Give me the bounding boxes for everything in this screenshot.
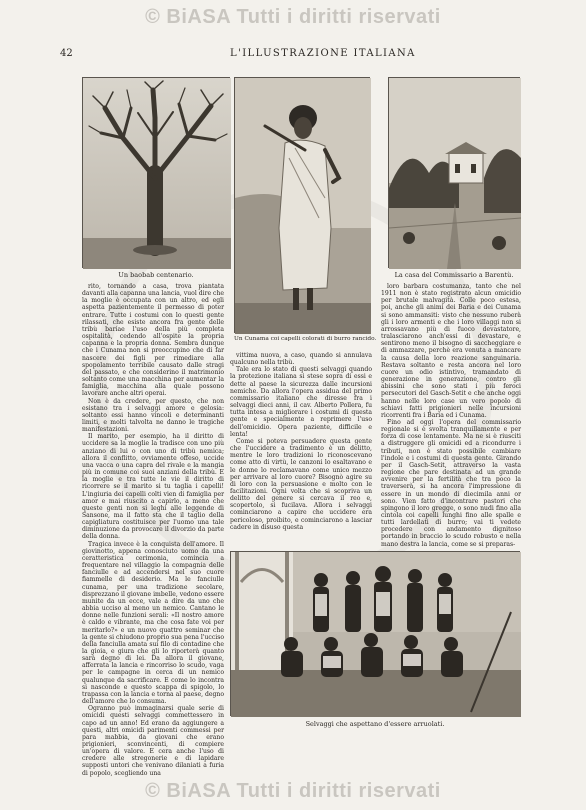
residence-illustration bbox=[389, 78, 521, 269]
text-column-left bbox=[82, 283, 224, 777]
watermark-bottom: © BiASA Tutti i diritti riservati bbox=[145, 780, 441, 802]
paragraph: Tale era lo stato di questi selvaggi quando la protezione italiana si stese sopra di essi e dette al paese la sicurezza dalle incursioni nemiche. Da allora l'opera assidua del primo commissario italiano che diresse fra i selvaggi dieci anni, il cav. Alberto Pollera, fu tutta intesa a migliorare i costumi di questa gente e specialmente a reprimere l'uso dell'omicidio. Opera paziente, difficile e lenta! bbox=[230, 366, 372, 438]
paragraph: vittima nuova, a caso, quando si annulava qualcuno nella tribù. bbox=[230, 352, 372, 367]
paragraph: Fino ad oggi l'opera del commissario regionale si è svolta tranquillamente e per forza di cose lentamente. Ma ne si è riusciti a distruggere gli omicidi ed a ricondurre i tributi, non è stato possibile cambiare l'indole e i costumi di questa gente. Girando per il Gasch-Setit, attraverso la vasta regione che pare destinata ad un grande avvenire per la fertilità che tra poco la traverserà, si ha ancora l'impressione di essere in un mondo di diecimila anni or sono. Vien fatto d'incontrare pastori che spingono il loro gregge, o sono nudi fino alla cintola coi capelli lunghi fino alle spalle e tutti lardellati di burro; vai ti vedete procedere con andamento dignitoso portando in braccio lo scudo robusto e nella mano destra la lancia, come se si preparas- bbox=[381, 418, 521, 548]
page-header bbox=[60, 48, 525, 62]
paragraph: Tragica invece è la conquista dell'amore. Il giovinotto, appena conosciuto uomo da una ceratteristica cerimonia, comincia a frequentare nel villaggio la compagnia delle fanciulle e ad accendersi nel suo cuore fiammelle di desiderio. Ma le fanciulle cunama, per una tradizione secolare, disprezzano il giovane imbelle, vedono essere munite da un ecce, vale a dire da uno che abbia ucciso al meno un nemico. Cantano le donne nelle funzioni serali: «Il nostro amore è caldo e vibrante, ma che cosa fate voi per meritarlo?» e un nuovo quattro seminar che la gente si chiudono proprio sua pena l'ucciso della fanciulla amata sui filo di contadine che la gioia, e giura che gli lo riporterà quanto sarà degno di lei. Da allora il giovane, afferrata la lancia e rincorriso lo scudo, vaga per le campagne in cerca di un nemico qualunque da sacrificare. E come lo incontra si nasconde e questo scappa di spigolo, lo trapassa con la lancia e torna al paese, degno dell'amore che lo consuma. bbox=[82, 540, 224, 706]
paragraph: Come si poteva persuadere questa gente che l'uccidere a tradimento è un delitto, mentre le loro tradizioni lo riconoscevano come atto di virtù, le canzoni lo esaltavano e le donne lo reclamavano come unico mezzo per arrivare al loro cuore? Bisognò agire su di loro con la persuasione e molto con le facilitazioni. Ogni volta che si scopriva un delitto del genere si cercava il reo e, scopertolo, si fucilava. Allora i selvaggi cominciarono a capire che uccidere era pericoloso, proibito, e cominciarono a lasciar cadere in disuso questa bbox=[230, 437, 372, 531]
text-column-right bbox=[381, 283, 521, 548]
watermark-top: © BiASA Tutti i diritti riservati bbox=[145, 6, 441, 28]
baobab-photo bbox=[82, 77, 230, 268]
caption-residence: La casa del Commissario a Barentù. bbox=[394, 271, 514, 279]
caption-woman: Un Cunama coi capelli colorati di burro rancido. bbox=[234, 336, 377, 342]
group-photo bbox=[230, 551, 520, 716]
paragraph: rito, tornando a casa, trova piantata davanti alla capanna una lancia, vuol dire che la moglie è occupata con un altro, ed egli aspetta pazientemente il permesso di poter entrare. Tutte i costumi con lo questi gente rilassati, che esiste ancora fra gente delle tribù baríae l'uso della più completa ospitalità, cedendo all'ospite la propria capanna e la propria donna. Sembra dunque che i Cunama non si preoccupino che di far nascere dei figli per rimediare alla spopolamento terribile causato dalle stragi del passato, e che considerino il matrimonio soltanto come una macchina per aumentar la famiglia, macchina alla quale possono lavorare anche altri operai. bbox=[82, 283, 224, 398]
text-column-middle bbox=[230, 352, 372, 548]
residence-photo bbox=[388, 77, 520, 268]
running-title: L'ILLUSTRAZIONE ITALIANA bbox=[230, 48, 416, 59]
paragraph: Non è da credere, per questo, che non esistano tra i selvaggi amore e gelosia: soltanto essi hanno vincoli e determinanti limiti, e molti talvolta ne danno le tragiche manifestazioni. bbox=[82, 397, 224, 434]
paragraph: Il marito, per esempio, ha il diritto di uccidere sa la moglie la tradisce con uno più anziano di lui o con uno di tribù nemica; allora il conflitto, ovviamente offeso, uccide una vacca o una capra del rivale e la mangia più in comune coi suoi anziani della tribù. E la moglie e tra tutte le vie il diritto di ricorrere se il marito si tu taglia i capelli! L'ingiuria dei capelli colti vien di famiglia per amor e mai riuscito a capirlo, a meno che queste genti non si leghi alle leggende di Sansone, ma il fatto sta che il taglio della capigliatura costituisce per l'uomo una tale diminuzione da provocare il divorzio da parte della donna. bbox=[82, 433, 224, 541]
paragraph: loro barbara costumanza, tanto che nel 1911 non è stato registrato alcun omicidio per brutale malvagità. Colle poco estesa, poi, anche gli animi dei Baria e dei Cunama si sono ammansiti: visto che nessuno ruberà gli i loro armenti e che i loro villaggi non si arrossavano più di fuoco devastatore, tralasciarono anch'essi di devastare, e sentirono meno il bisogno di saccheggiare e di ammazzare, perchè era venuta a mancare la causa della loro reazione sanguinaria. Restava soltanto e resta ancora nel loro cuore un odio istintivo, tramandato di generazione in generazione, contro gli abissini che sono stati i più feroci persecutori del Gasch-Setit e che anche oggi hanno nelle loro case un vero popolo di schiavi fatti prigionieri nelle incursioni ricorrenti fra i Baria ed i Cunama. bbox=[381, 283, 521, 419]
group-illustration bbox=[231, 552, 521, 717]
woman-illustration bbox=[235, 78, 371, 334]
cunama-woman-photo bbox=[234, 77, 370, 333]
baobab-illustration bbox=[83, 78, 231, 269]
caption-group: Selvaggi che aspettano d'essere arruolati. bbox=[305, 720, 445, 728]
caption-baobab: Un baobab centenario. bbox=[118, 271, 194, 279]
page-number: 42 bbox=[60, 48, 73, 59]
paragraph: Ogranno può immaginarsi quale serie di omicidi questi selvaggi commettessero in capo ad un anno! Ed erano da aggiungere a questi, altri omicidi parimenti commessi per para mabbia, da giovani che erano prigionieri, sconvincenti, di compiere un'opera di valore. E cera anche l'uso di credere alle stregonerie e di lapidare supposti untori che venivano dilaniati a furia di popolo, scegliendo una bbox=[82, 705, 224, 777]
